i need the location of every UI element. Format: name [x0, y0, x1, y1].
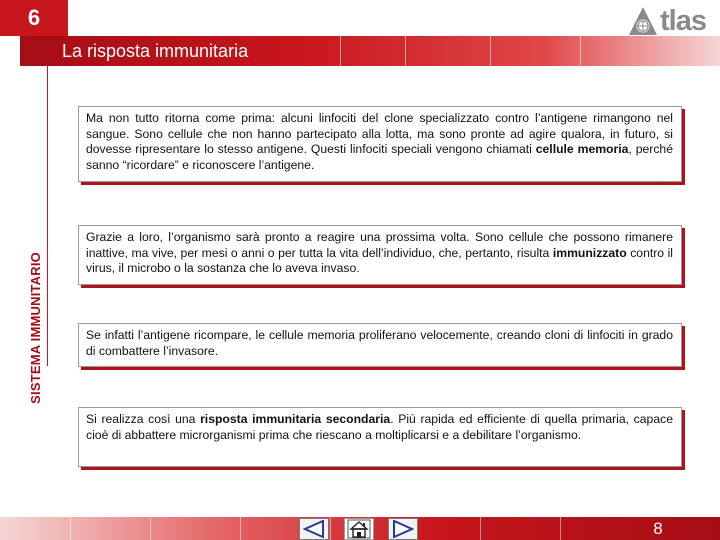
chapter-number: 6 — [27, 5, 41, 30]
section-label-column — [20, 66, 46, 404]
bold-term: cellule memoria — [535, 142, 629, 157]
paragraph: Se infatti l’antigene ricompare, le cellule memoria proliferano velocemente, creando cloni di linfociti in grado di combattere l’invasore. — [86, 328, 673, 358]
text-box-cellule-memoria — [78, 106, 682, 182]
chapter-badge — [0, 0, 68, 36]
triangle-right-icon — [392, 520, 414, 538]
logo-text: tlas — [660, 4, 706, 37]
text-box-proliferazione — [78, 323, 682, 367]
paragraph: Si realizza così una risposta immunitaria secondaria. Più rapida ed efficiente di quella primaria, capace cioè di abbattere microrganismi prima che riescano a moltiplicarsi e a debilitare l’organismo. — [86, 412, 673, 442]
next-slide-button[interactable] — [388, 518, 418, 540]
paragraph: Ma non tutto ritorna come prima: alcuni linfociti del clone specializzato contro l’antigene rimangono nel sangue. Sono cellule che non hanno partecipato alla lotta, ma sono pronte ad agire qualora, in futuro, si dovesse ripresentare lo stesso antigene. Questi linfociti speciali vengono chiamati cellule memoria, perché sanno “ricordare” e riconoscere l’antigene. — [86, 111, 673, 172]
previous-slide-button[interactable] — [299, 518, 329, 540]
page-number: 8 — [653, 519, 663, 538]
text-box-risposta-secondaria — [78, 407, 682, 467]
atlas-logo-mark-icon — [628, 6, 658, 36]
home-icon — [347, 519, 371, 539]
section-divider — [47, 66, 48, 366]
title-band — [20, 36, 720, 66]
triangle-left-icon — [303, 520, 325, 538]
atlas-logo — [628, 5, 706, 37]
text-box-immunizzato — [78, 225, 682, 285]
paragraph: Grazie a loro, l’organismo sarà pronto a reagire una prossima volta. Sono cellule che possono rimanere inattive, ma vive, per mesi o anni o per tutta la vita dell’individuo, che, pertanto, risulta immunizzato contro il virus, il microbo o la sostanza che lo aveva invaso. — [86, 230, 673, 276]
bold-term: immunizzato — [552, 245, 627, 260]
home-button[interactable] — [344, 518, 374, 540]
section-label: SISTEMA IMMUNITARIO — [27, 252, 43, 404]
bold-term: risposta immunitaria secondaria — [200, 412, 391, 426]
page-title: La risposta immunitaria — [62, 41, 249, 61]
